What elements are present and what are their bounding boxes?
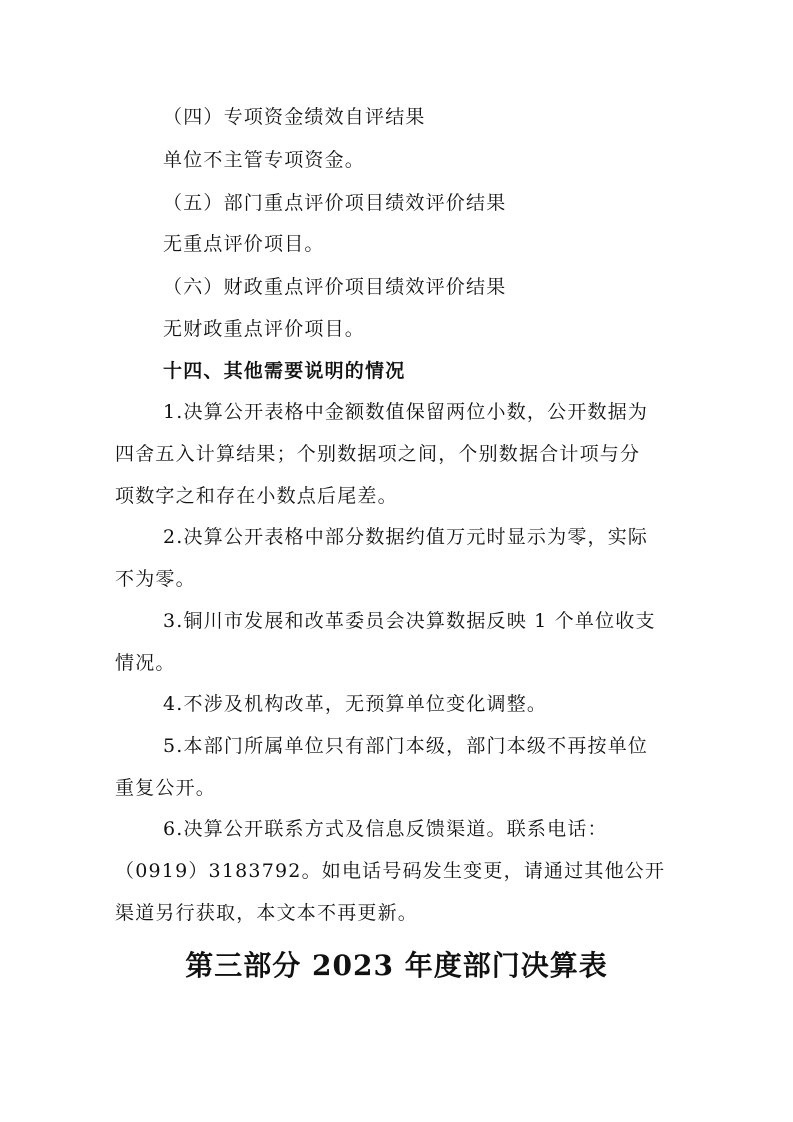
paragraph-line: 重复公开。 [115,777,217,799]
paragraph-line: 情况。 [115,652,176,674]
paragraph-line: 6.决算公开联系方式及信息反馈渠道。联系电话： [163,818,608,840]
section-six-heading: （六）财政重点评价项目绩效评价结果 [163,276,507,298]
section-five-heading: （五）部门重点评价项目绩效评价结果 [163,192,507,214]
paragraph-line: 不为零。 [115,568,196,590]
section-fourteen-heading: 十四、其他需要说明的情况 [163,360,406,382]
paragraph-line: 项数字之和存在小数点后尾差。 [115,485,398,507]
section-four-heading: （四）专项资金绩效自评结果 [163,106,426,128]
section-five-text: 无重点评价项目。 [163,233,325,255]
paragraph-line: （0919）3183792。如电话号码发生变更，请通过其他公开 [115,860,666,882]
part-three-title: 第三部分 2023 年度部门决算表 [185,949,608,982]
paragraph-line: 1.决算公开表格中金额数值保留两位小数，公开数据为 [163,401,649,423]
paragraph-line: 3.铜川市发展和改革委员会决算数据反映 1 个单位收支 [163,610,656,632]
paragraph-line: 四舍五入计算结果；个别数据项之间，个别数据合计项与分 [115,443,641,465]
paragraph-line: 渠道另行获取，本文本不再更新。 [115,902,419,924]
paragraph-line: 2.决算公开表格中部分数据约值万元时显示为零，实际 [163,526,649,548]
paragraph-line: 5.本部门所属单位只有部门本级，部门本级不再按单位 [163,735,649,757]
section-six-text: 无财政重点评价项目。 [163,318,366,340]
paragraph-line: 4.不涉及机构改革，无预算单位变化调整。 [163,693,548,715]
section-four-text: 单位不主管专项资金。 [163,149,366,171]
